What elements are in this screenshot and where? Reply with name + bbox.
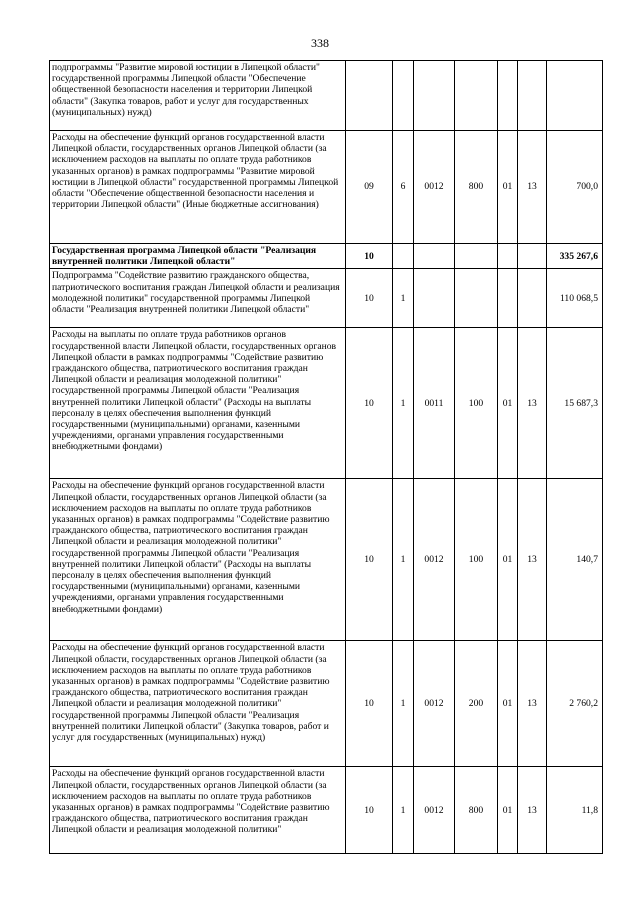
code-expense-type [455, 61, 498, 131]
code-program: 09 [346, 131, 393, 244]
code-subprogram: 1 [393, 479, 414, 641]
code-expense-type: 200 [455, 641, 498, 767]
code-target [414, 61, 455, 131]
table-row [50, 131, 603, 244]
code-subsection: 13 [518, 479, 547, 641]
row-description: Государственная программа Липецкой области "Реализация внутренней политики Липецкой области" [50, 244, 346, 269]
row-description: Расходы на выплаты по оплате труда работников органов государственной власти Липецкой области, государственных органов Липецкой области в рамках подпрограммы "Содействие развитию гражданского общества, патриотического воспитания граждан Липецкой области и реализация молодежной политики" государственной программы Липецкой области "Реализация внутренней политики Липецкой области" (Расходы на выплаты персоналу в целях обеспечения выполнения функций государственными (муниципальными) органами, казенными учреждениями, органами управления государственными внебюджетными фондами) [50, 328, 346, 479]
budget-table [49, 60, 603, 854]
amount: 15 687,3 [547, 328, 603, 479]
code-expense-type: 100 [455, 328, 498, 479]
code-target: 0012 [414, 131, 455, 244]
table-row [50, 479, 603, 641]
code-target: 0012 [414, 641, 455, 767]
code-section: 01 [498, 479, 518, 641]
code-program [346, 61, 393, 131]
code-subprogram: 1 [393, 641, 414, 767]
code-section: 01 [498, 767, 518, 854]
code-section [498, 269, 518, 328]
code-subprogram: 1 [393, 767, 414, 854]
table-row [50, 641, 603, 767]
code-expense-type: 100 [455, 479, 498, 641]
row-description: Расходы на обеспечение функций органов государственной власти Липецкой области, государственных органов Липецкой области (за исключением расходов на выплаты по оплате труда работников указанных органов) в рамках подпрограммы "Развитие мировой юстиции в Липецкой области" государственной программы Липецкой области "Обеспечение общественной безопасности населения и территории Липецкой области" (Иные бюджетные ассигнования) [50, 131, 346, 244]
code-subsection: 13 [518, 328, 547, 479]
code-subsection [518, 269, 547, 328]
row-description: Расходы на обеспечение функций органов государственной власти Липецкой области, государственных органов Липецкой области (за исключением расходов на выплаты по оплате труда работников указанных органов) в рамках подпрограммы "Содействие развитию гражданского общества, патриотического воспитания граждан Липецкой области и реализация молодежной политики" [50, 767, 346, 854]
code-target: 0011 [414, 328, 455, 479]
amount: 140,7 [547, 479, 603, 641]
code-expense-type [455, 269, 498, 328]
code-target: 0012 [414, 479, 455, 641]
row-description: Расходы на обеспечение функций органов государственной власти Липецкой области, государственных органов Липецкой области (за исключением расходов на выплаты по оплате труда работников указанных органов) в рамках подпрограммы "Содействие развитию гражданского общества, патриотического воспитания граждан Липецкой области и реализация молодежной политики" государственной программы Липецкой области "Реализация внутренней политики Липецкой области" (Закупка товаров, работ и услуг для государственных (муниципальных) нужд) [50, 641, 346, 767]
code-section: 01 [498, 131, 518, 244]
code-subsection [518, 61, 547, 131]
code-subprogram [393, 244, 414, 269]
code-subsection: 13 [518, 131, 547, 244]
page-number: 338 [311, 36, 329, 50]
amount: 700,0 [547, 131, 603, 244]
table-row [50, 61, 603, 131]
code-program: 10 [346, 479, 393, 641]
amount: 2 760,2 [547, 641, 603, 767]
table-row-program [50, 244, 603, 269]
code-program: 10 [346, 244, 393, 269]
table-row [50, 767, 603, 854]
row-description: Подпрограмма "Содействие развитию гражданского общества, патриотического воспитания граждан Липецкой области и реализация молодежной политики" государственной программы Липецкой области "Реализация внутренней политики Липецкой области" [50, 269, 346, 328]
code-subprogram [393, 61, 414, 131]
table-row [50, 328, 603, 479]
code-expense-type: 800 [455, 767, 498, 854]
code-subsection: 13 [518, 767, 547, 854]
code-program: 10 [346, 328, 393, 479]
code-expense-type: 800 [455, 131, 498, 244]
amount: 335 267,6 [547, 244, 603, 269]
code-target [414, 269, 455, 328]
code-program: 10 [346, 767, 393, 854]
code-subprogram: 6 [393, 131, 414, 244]
table-row [50, 269, 603, 328]
code-target: 0012 [414, 767, 455, 854]
row-description: Расходы на обеспечение функций органов государственной власти Липецкой области, государственных органов Липецкой области (за исключением расходов на выплаты по оплате труда работников указанных органов) в рамках подпрограммы "Содействие развитию гражданского общества, патриотического воспитания граждан Липецкой области и реализация молодежной политики" государственной программы Липецкой области "Реализация внутренней политики Липецкой области" (Расходы на выплаты персоналу в целях обеспечения выполнения функций государственными (муниципальными) органами, казенными учреждениями, органами управления государственными внебюджетными фондами) [50, 479, 346, 641]
code-expense-type [455, 244, 498, 269]
code-target [414, 244, 455, 269]
code-subsection [518, 244, 547, 269]
amount: 11,8 [547, 767, 603, 854]
code-program: 10 [346, 269, 393, 328]
code-section [498, 244, 518, 269]
row-description: подпрограммы "Развитие мировой юстиции в Липецкой области" государственной программы Липецкой области "Обеспечение общественной безопасности населения и территории Липецкой области" (Закупка товаров, работ и услуг для государственных (муниципальных) нужд) [50, 61, 346, 131]
amount: 110 068,5 [547, 269, 603, 328]
code-subprogram: 1 [393, 269, 414, 328]
amount [547, 61, 603, 131]
code-program: 10 [346, 641, 393, 767]
code-subsection: 13 [518, 641, 547, 767]
code-section: 01 [498, 328, 518, 479]
code-subprogram: 1 [393, 328, 414, 479]
code-section [498, 61, 518, 131]
code-section: 01 [498, 641, 518, 767]
